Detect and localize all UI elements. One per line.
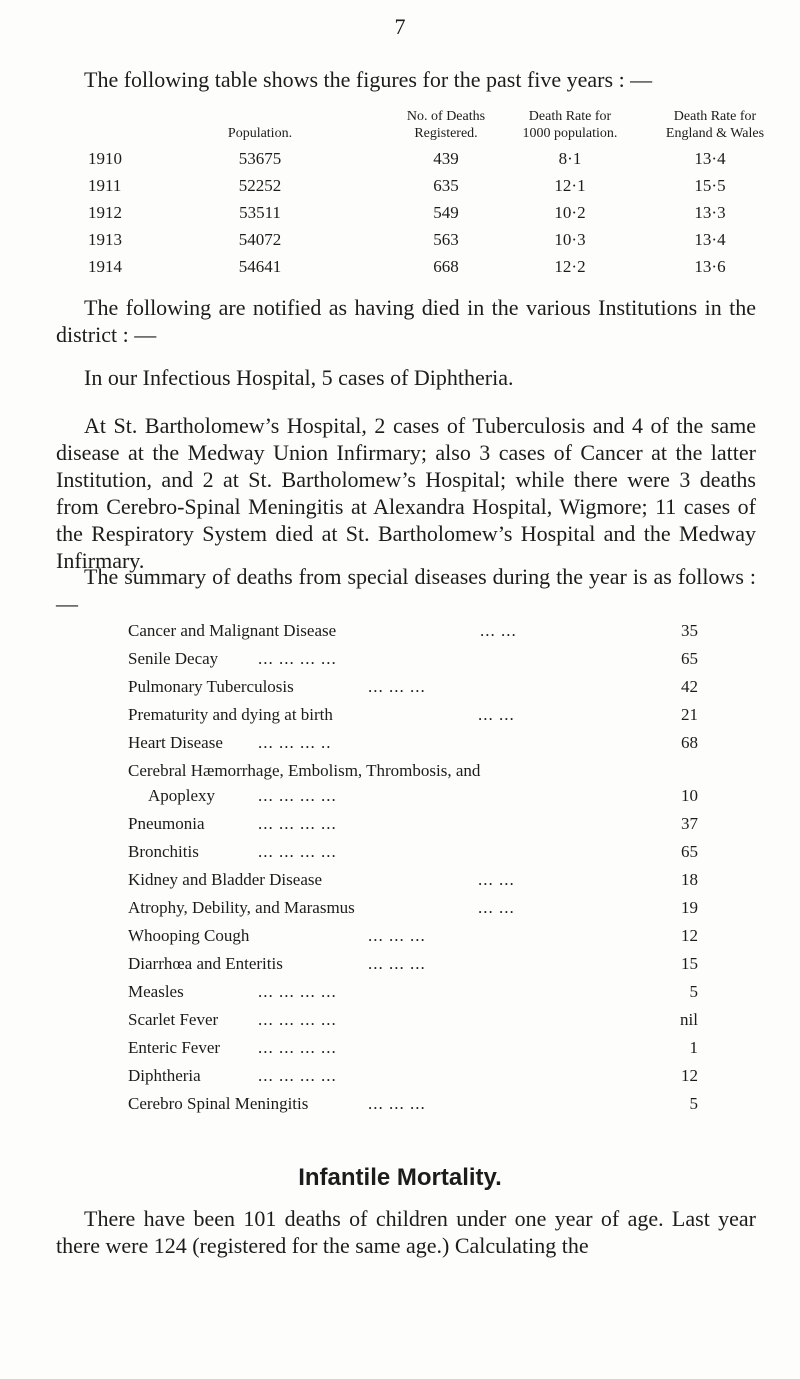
disease-count: 5 xyxy=(689,1094,698,1113)
disease-name: Pneumonia xyxy=(128,814,205,833)
leader-dots: ... ... xyxy=(478,870,515,889)
disease-name: Measles xyxy=(128,982,184,1001)
disease-count: 12 xyxy=(681,1066,698,1085)
list-item xyxy=(0,814,800,842)
table-intro: The following table shows the figures for the past five years : — xyxy=(84,67,653,92)
leader-dots: ... ... ... xyxy=(368,954,426,973)
disease-count: 65 xyxy=(681,842,698,861)
disease-count: 12 xyxy=(681,926,698,945)
table-row xyxy=(0,203,800,227)
page-number: 7 xyxy=(394,14,406,39)
list-item xyxy=(0,761,800,815)
leader-dots: ... ... xyxy=(478,705,515,724)
leader-dots: ... ... ... ... xyxy=(258,982,337,1001)
disease-count: 1 xyxy=(689,1038,698,1057)
disease-count: 65 xyxy=(681,649,698,668)
section-heading: Infantile Mortality. xyxy=(298,1164,502,1191)
header-deaths-line2: Registered. xyxy=(414,126,478,141)
leader-dots: ... ... ... xyxy=(368,677,426,696)
leader-dots: ... ... ... ... xyxy=(258,1010,337,1029)
table-row xyxy=(0,257,800,281)
population-cell: 53675 xyxy=(238,149,282,168)
population-cell: 54641 xyxy=(238,257,282,276)
year-cell: 1911 xyxy=(88,176,122,195)
list-item xyxy=(0,1066,800,1094)
england-rate-cell: 13·6 xyxy=(694,257,726,276)
population-cell: 54072 xyxy=(238,230,282,249)
disease-name: Diarrhœa and Enteritis xyxy=(128,954,283,973)
leader-dots: ... ... xyxy=(480,621,517,640)
list-item xyxy=(0,733,800,761)
rate-cell: 10·2 xyxy=(554,203,586,222)
deaths-cell: 668 xyxy=(433,257,459,276)
disease-count: 18 xyxy=(681,870,698,889)
paragraph-institutions: The following are notified as having died in the various Institutions in the district : — xyxy=(56,295,756,347)
england-rate-cell: 15·5 xyxy=(694,176,726,195)
disease-name: Cancer and Malignant Disease xyxy=(128,621,337,640)
disease-count: 10 xyxy=(681,786,698,805)
leader-dots: ... ... ... ... xyxy=(258,1066,337,1085)
list-item xyxy=(0,898,800,926)
list-item xyxy=(0,870,800,898)
header-rate-line1: Death Rate for xyxy=(528,109,612,124)
disease-name: Enteric Fever xyxy=(128,1038,221,1057)
disease-count: nil xyxy=(680,1010,698,1029)
header-population: Population. xyxy=(227,126,293,141)
year-cell: 1913 xyxy=(88,230,122,249)
header-rate-line2: 1000 population. xyxy=(522,126,618,141)
disease-name: Cerebro Spinal Meningitis xyxy=(128,1094,309,1113)
leader-dots: ... ... ... xyxy=(368,1094,426,1113)
disease-count: 21 xyxy=(681,705,698,724)
disease-count: 37 xyxy=(681,814,698,833)
list-item xyxy=(0,954,800,982)
disease-count: 35 xyxy=(681,621,698,640)
population-cell: 52252 xyxy=(238,176,282,195)
disease-count: 68 xyxy=(681,733,698,752)
header-deaths-line1: No. of Deaths xyxy=(406,109,486,124)
disease-name: Pulmonary Tuberculosis xyxy=(128,677,294,696)
deaths-cell: 563 xyxy=(433,230,459,249)
disease-name: Bronchitis xyxy=(128,842,199,861)
header-england-line2: England & Wales xyxy=(665,126,765,141)
list-item xyxy=(0,982,800,1010)
deaths-cell: 549 xyxy=(433,203,459,222)
list-item xyxy=(0,649,800,677)
rate-cell: 12·2 xyxy=(554,257,586,276)
england-rate-cell: 13·4 xyxy=(694,230,726,249)
disease-count: 42 xyxy=(681,677,698,696)
deaths-cell: 635 xyxy=(433,176,459,195)
disease-name: Diphtheria xyxy=(128,1066,201,1085)
table-row xyxy=(0,230,800,254)
england-rate-cell: 13·4 xyxy=(694,149,726,168)
england-rate-cell: 13·3 xyxy=(694,203,726,222)
population-cell: 53511 xyxy=(239,203,281,222)
year-cell: 1912 xyxy=(88,203,122,222)
disease-name: Senile Decay xyxy=(128,649,219,668)
paragraph-bartholomew: At St. Bartholomew’s Hospital, 2 cases of Tuberculosis and 4 of the same disease at the Medway Union Infirmary; also 3 cases of Cancer at the latter Institution, and 2 at St. Bartholomew’s Hospital; while there were 3 deaths from Cerebro-Spinal Meningitis at Alexandra Hospital, Wigmore; 11 cases of the Respiratory System died at St. Bartholomew’s Hospital and the Medway Infirmary. xyxy=(56,413,756,573)
list-item xyxy=(0,1038,800,1066)
list-item xyxy=(0,705,800,733)
paragraph-summary-intro: The summary of deaths from special diseases during the year is as follows : — xyxy=(56,564,756,616)
leader-dots: ... ... ... ... xyxy=(258,649,337,668)
disease-name: Heart Disease xyxy=(128,733,223,752)
table-row xyxy=(0,176,800,200)
rate-cell: 10·3 xyxy=(554,230,586,249)
rate-cell: 12·1 xyxy=(554,176,586,195)
disease-name-continued: Apoplexy xyxy=(148,786,216,805)
leader-dots: ... ... ... ... xyxy=(258,1038,337,1057)
disease-name: Atrophy, Debility, and Marasmus xyxy=(128,898,355,917)
deaths-cell: 439 xyxy=(433,149,459,168)
leader-dots: ... ... ... xyxy=(368,926,426,945)
leader-dots: ... ... ... ... xyxy=(258,786,337,805)
disease-count: 15 xyxy=(681,954,698,973)
leader-dots: ... ... ... .. xyxy=(258,733,332,752)
leader-dots: ... ... ... ... xyxy=(258,842,337,861)
rate-cell: 8·1 xyxy=(558,149,582,168)
disease-name: Whooping Cough xyxy=(128,926,250,945)
list-item xyxy=(0,842,800,870)
leader-dots: ... ... ... ... xyxy=(258,814,337,833)
leader-dots: ... ... xyxy=(478,898,515,917)
disease-name: Prematurity and dying at birth xyxy=(128,705,333,724)
paragraph-infantile-mortality: There have been 101 deaths of children under one year of age. Last year there were 124 (registered for the same age.) Calculating the xyxy=(56,1206,756,1258)
paragraph-infectious-hospital: In our Infectious Hospital, 5 cases of Diphtheria. xyxy=(84,365,514,390)
list-item xyxy=(0,621,800,649)
disease-count: 5 xyxy=(689,982,698,1001)
disease-name: Scarlet Fever xyxy=(128,1010,219,1029)
year-cell: 1914 xyxy=(88,257,122,276)
list-item xyxy=(0,926,800,954)
disease-count: 19 xyxy=(681,898,698,917)
list-item xyxy=(0,1010,800,1038)
list-item xyxy=(0,677,800,705)
disease-name: Cerebral Hæmorrhage, Embolism, Thrombosis, and xyxy=(128,761,481,780)
disease-name: Kidney and Bladder Disease xyxy=(128,870,323,889)
header-england-line1: Death Rate for xyxy=(673,109,757,124)
list-item xyxy=(0,1094,800,1122)
year-cell: 1910 xyxy=(88,149,122,168)
table-row xyxy=(0,149,800,173)
